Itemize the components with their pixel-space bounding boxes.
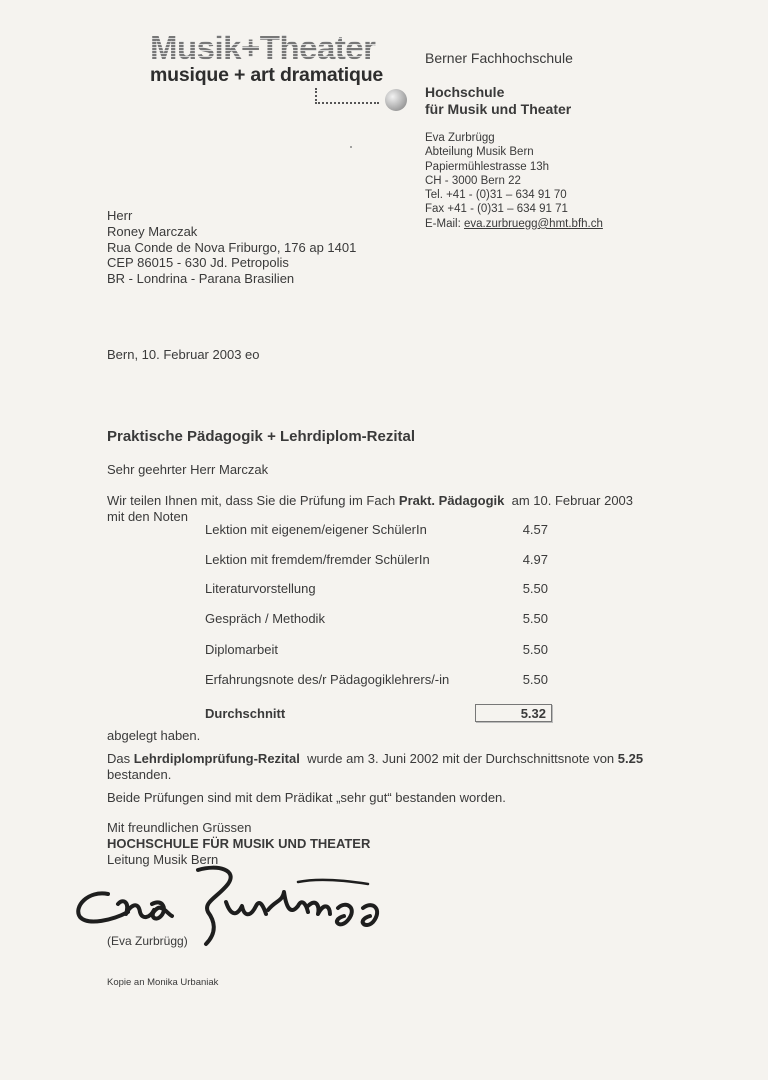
sender-school <box>425 84 603 118</box>
grade-value: 4.57 <box>522 522 548 537</box>
city: CH - 3000 Bern 22 <box>425 174 521 187</box>
logo-sphere-icon <box>385 89 407 111</box>
date-line: Bern, 10. Februar 2003 eo <box>107 347 260 362</box>
sender-address <box>425 131 603 231</box>
grade-value: 5.50 <box>522 581 548 596</box>
email-label: E-Mail: <box>425 217 464 230</box>
recipient-street: Rua Conde de Nova Friburgo, 176 ap 1401 <box>107 239 357 255</box>
grade-label: Gespräch / Methodik <box>205 611 325 626</box>
rezital-text: Das <box>107 751 134 766</box>
regards-block <box>107 820 370 868</box>
grade-row <box>205 581 555 597</box>
logo-dotted-line <box>315 88 379 104</box>
both-passed: Beide Prüfungen sind mit dem Prädikat „sehr gut“ bestanden worden. <box>107 790 506 805</box>
rezital-score: 5.25 <box>617 751 644 766</box>
intro-text: Wir teilen Ihnen mit, dass Sie die Prüfung im Fach <box>107 493 399 508</box>
rezital-detail: wurde am 3. Juni 2002 mit der Durchschnittsnote von <box>299 751 618 766</box>
grade-label: Lektion mit eigenem/eigener SchülerIn <box>205 522 427 537</box>
letter-subject: Praktische Pädagogik + Lehrdiplom-Rezital <box>107 428 415 445</box>
scan-speck <box>350 146 352 148</box>
street: Papiermühlestrasse 13h <box>425 160 550 173</box>
fax: Fax +41 - (0)31 – 634 91 71 <box>425 203 568 216</box>
average-box <box>475 704 552 722</box>
grade-row <box>205 672 555 688</box>
rezital-title: Lehrdiplomprüfung-Rezital <box>133 751 300 766</box>
rezital-line-2: bestanden. <box>107 766 172 782</box>
average-label: Durchschnitt <box>205 706 286 721</box>
recipient-title: Herr <box>107 208 133 223</box>
grade-label: Literaturvorstellung <box>205 581 316 596</box>
recipient-country: BR - Londrina - Parana Brasilien <box>107 271 295 287</box>
intro-paragraph <box>107 493 667 524</box>
grade-row <box>205 552 555 568</box>
regards-department: Leitung Musik Bern <box>107 852 219 867</box>
regards-line-1: Mit freundlichen Grüssen <box>107 820 252 835</box>
rezital-paragraph <box>107 751 667 782</box>
grade-row <box>205 522 555 538</box>
recipient-name: Roney Marczak <box>107 223 198 239</box>
closing-out: abgelegt haben. <box>107 728 201 743</box>
grade-row <box>205 642 555 658</box>
contact-name: Eva Zurbrügg <box>425 132 495 144</box>
recipient-postal: CEP 86015 - 630 Jd. Petropolis <box>107 255 289 271</box>
logo-wordmark: Musik+Theater <box>150 29 376 66</box>
average-value: 5.32 <box>520 706 546 721</box>
intro-date: am 10. Februar 2003 <box>504 493 634 508</box>
intro-line-2: mit den Noten <box>107 508 188 524</box>
signatory-name: (Eva Zurbrügg) <box>107 934 188 948</box>
exam-subject: Prakt. Pädagogik <box>398 493 505 508</box>
logo-subtitle: musique + art dramatique <box>150 64 384 86</box>
email-line <box>425 217 603 231</box>
grade-value: 5.50 <box>522 642 548 657</box>
department: Abteilung Musik Bern <box>425 146 534 159</box>
school-line-1: Hochschule <box>425 84 505 100</box>
sender-organization: Berner Fachhochschule <box>425 50 573 66</box>
recipient-address <box>107 208 356 287</box>
grade-label: Diplomarbeit <box>205 642 278 657</box>
email-link[interactable]: eva.zurbruegg@hmt.bfh.ch <box>463 217 603 230</box>
grade-row <box>205 611 555 627</box>
sender-block <box>425 50 603 231</box>
copy-recipient: Kopie an Monika Urbaniak <box>107 977 219 988</box>
grade-label: Lektion mit fremdem/fremder SchülerIn <box>205 552 430 567</box>
salutation: Sehr geehrter Herr Marczak <box>107 462 269 477</box>
average-row <box>205 706 555 722</box>
grade-label: Erfahrungsnote des/r Pädagogiklehrers/-in <box>205 672 450 687</box>
grade-value: 5.50 <box>522 672 548 687</box>
grade-value: 5.50 <box>522 611 548 626</box>
school-line-2: für Musik und Theater <box>425 101 572 117</box>
telephone: Tel. +41 - (0)31 – 634 91 70 <box>425 189 567 202</box>
grade-value: 4.97 <box>522 552 548 567</box>
regards-institution: HOCHSCHULE FÜR MUSIK UND THEATER <box>107 836 371 851</box>
